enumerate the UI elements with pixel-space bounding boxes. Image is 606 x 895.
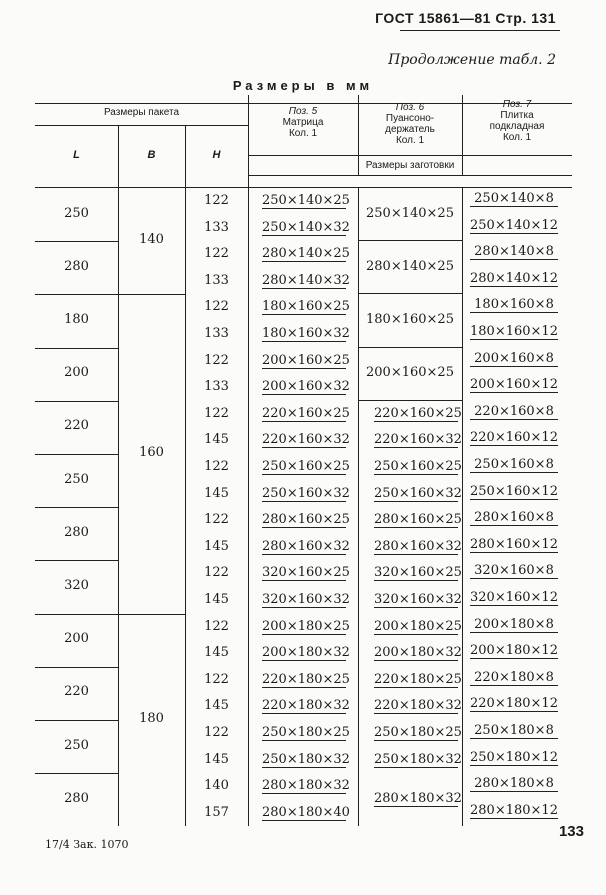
L-value: 180 <box>64 312 89 327</box>
H-value: 145 <box>204 432 229 448</box>
L-value: 280 <box>64 524 89 540</box>
pos6-value: 250×180×32 <box>374 751 462 767</box>
H-value: 157 <box>204 804 229 820</box>
pos7-value: 280×180×12 <box>470 802 558 818</box>
table-rule <box>35 507 118 508</box>
pos5-value: 280×160×25 <box>262 512 350 528</box>
header-pos6-line: Кол. 1 <box>395 135 425 146</box>
pos7-value: 200×180×12 <box>470 643 558 659</box>
units-caption: Размеры в мм <box>232 78 374 93</box>
header-pos6-line: Поз. 6 <box>395 102 425 113</box>
pos5-value: 180×160×25 <box>262 299 350 315</box>
H-value: 122 <box>204 352 229 368</box>
L-value: 200 <box>64 631 89 647</box>
pos7-value: 280×180×8 <box>470 776 558 792</box>
table-rule <box>35 348 118 349</box>
pos7-value: 320×160×12 <box>470 590 558 605</box>
pos5-value: 220×160×25 <box>262 405 350 421</box>
H-value: 122 <box>204 512 229 528</box>
table-rule <box>248 155 572 156</box>
pos7-value: 250×160×8 <box>470 457 558 473</box>
pos6-value: 200×180×25 <box>374 618 462 634</box>
pos5-value: 250×180×32 <box>262 751 350 767</box>
header-pos7-line: Кол. 1 <box>502 132 532 143</box>
pos7-value: 220×180×12 <box>470 696 558 712</box>
table-rule <box>358 293 462 294</box>
pos5-value: 220×160×32 <box>262 432 350 448</box>
H-value: 122 <box>204 299 229 315</box>
pos6-value: 200×180×32 <box>374 645 462 661</box>
page-number: 133 <box>558 823 584 840</box>
H-value: 122 <box>204 671 229 687</box>
pos7-value: 200×160×12 <box>470 377 558 393</box>
pos7-value: 250×160×12 <box>470 483 558 499</box>
pos7-value: 220×160×8 <box>470 404 558 420</box>
pos6-value: 320×160×32 <box>374 592 462 607</box>
table-rule <box>35 241 118 242</box>
pos5-value: 200×180×25 <box>262 618 350 634</box>
pos5-value: 320×160×25 <box>262 565 350 581</box>
table-rule <box>118 294 185 295</box>
table-rule <box>248 187 249 826</box>
table-rule <box>462 187 463 826</box>
pos6-value: 320×160×25 <box>374 565 462 581</box>
H-value: 133 <box>204 219 229 235</box>
L-value: 250 <box>64 205 89 221</box>
pos5-value: 320×160×32 <box>262 592 350 607</box>
L-value: 220 <box>64 684 89 700</box>
header-package-size: Размеры пакета <box>103 107 180 118</box>
pos7-value: 200×160×8 <box>470 351 558 367</box>
table-rule <box>358 347 462 348</box>
pos7-value: 320×160×8 <box>470 563 558 579</box>
header-blank-sizes: Размеры заготовки <box>365 160 455 171</box>
L-value: 220 <box>64 418 89 434</box>
pos7-value: 280×160×12 <box>470 536 558 552</box>
pos5-value: 180×160×32 <box>262 326 350 341</box>
pos6-value: 280×160×32 <box>374 538 462 554</box>
pos7-value: 250×140×8 <box>470 191 558 207</box>
pos6-value: 220×160×32 <box>374 432 462 448</box>
H-value: 145 <box>204 538 229 554</box>
H-value: 122 <box>204 246 229 262</box>
pos6-value: 280×180×32 <box>374 790 462 806</box>
pos7-value: 280×140×12 <box>470 270 558 286</box>
pos5-value: 280×160×32 <box>262 538 350 554</box>
pos6-value: 250×160×25 <box>374 459 462 474</box>
H-value: 133 <box>204 272 229 288</box>
H-value: 133 <box>204 326 229 341</box>
header-pos7-line: Поз. 7 <box>502 99 532 110</box>
L-value: 200 <box>64 365 89 381</box>
pos5-value: 280×140×32 <box>262 272 350 288</box>
pos6-value: 280×140×25 <box>366 258 454 274</box>
page-header: ГОСТ 15861—81 Стр. 131 <box>375 10 556 26</box>
table-rule <box>35 773 118 774</box>
table-continuation-label: Продолжение табл. 2 <box>388 52 556 68</box>
pos6-value: 200×160×25 <box>366 365 454 381</box>
print-order-note: 17/4 Зак. 1070 <box>45 838 129 851</box>
H-value: 145 <box>204 751 229 767</box>
header-pos5-line: Поз. 5 <box>288 106 318 117</box>
H-value: 122 <box>204 405 229 421</box>
H-value: 145 <box>204 485 229 501</box>
L-value: 280 <box>64 790 89 806</box>
H-value: 122 <box>204 618 229 634</box>
table-rule <box>35 401 118 402</box>
header-pos7-line: Плитка <box>500 110 534 121</box>
pos5-value: 200×160×32 <box>262 379 350 395</box>
L-value: 320 <box>64 578 89 593</box>
pos7-value: 280×160×8 <box>470 510 558 526</box>
table-rule <box>118 187 119 826</box>
pos7-value: 220×160×12 <box>470 430 558 446</box>
L-value: 250 <box>64 471 89 487</box>
header-pos7-line: подкладная <box>489 121 545 132</box>
B-value: 140 <box>139 232 164 248</box>
pos5-value: 200×180×32 <box>262 645 350 661</box>
header-pos6-line: держатель <box>385 124 435 135</box>
pos5-value: 200×160×25 <box>262 352 350 368</box>
pos6-value: 250×180×25 <box>374 725 462 740</box>
pos6-value: 250×160×32 <box>374 485 462 501</box>
header-pos5-line: Матрица <box>282 117 324 128</box>
table-rule <box>185 187 186 826</box>
table-rule <box>358 240 462 241</box>
header-pos6-line: Пуансоно- <box>385 113 435 124</box>
table-rule <box>35 454 118 455</box>
table-rule <box>248 175 572 176</box>
table-rule <box>35 125 248 126</box>
pos7-value: 250×180×12 <box>470 749 558 765</box>
H-value: 145 <box>204 592 229 607</box>
pos5-value: 250×160×32 <box>262 485 350 501</box>
header-B: B <box>147 149 156 161</box>
pos5-value: 280×140×25 <box>262 246 350 262</box>
pos5-value: 280×180×32 <box>262 778 350 794</box>
pos7-value: 180×160×8 <box>470 297 558 313</box>
L-value: 280 <box>64 258 89 274</box>
pos7-value: 200×180×8 <box>470 617 558 633</box>
pos6-value: 180×160×25 <box>366 312 454 327</box>
H-value: 122 <box>204 193 229 208</box>
B-value: 180 <box>139 711 164 726</box>
table-rule <box>358 400 462 401</box>
H-value: 122 <box>204 565 229 581</box>
H-value: 122 <box>204 459 229 474</box>
pos7-value: 280×140×8 <box>470 244 558 260</box>
pos6-value: 280×160×25 <box>374 512 462 528</box>
header-pos5-line: Кол. 1 <box>288 128 318 139</box>
pos5-value: 250×180×25 <box>262 725 350 740</box>
pos5-value: 250×160×25 <box>262 459 350 474</box>
H-value: 133 <box>204 379 229 395</box>
B-value: 160 <box>139 445 164 460</box>
pos7-value: 250×180×8 <box>470 723 558 739</box>
table-rule <box>35 294 118 295</box>
header-H: H <box>212 149 221 161</box>
pos7-value: 180×160×12 <box>470 324 558 339</box>
pos7-value: 220×180×8 <box>470 670 558 686</box>
header-L: L <box>73 149 80 161</box>
H-value: 122 <box>204 725 229 740</box>
table-header-rule <box>35 187 572 188</box>
table-rule <box>118 614 185 615</box>
L-value: 250 <box>64 737 89 753</box>
pos6-value: 250×140×25 <box>366 205 454 221</box>
pos5-value: 220×180×32 <box>262 698 350 714</box>
table-rule <box>358 187 359 826</box>
table-rule <box>35 614 118 615</box>
table-rule <box>35 560 118 561</box>
pos6-value: 220×180×25 <box>374 671 462 687</box>
table-rule <box>35 720 118 721</box>
pos6-value: 220×160×25 <box>374 405 462 421</box>
pos5-value: 280×180×40 <box>262 804 350 820</box>
H-value: 140 <box>204 778 229 794</box>
pos7-value: 250×140×12 <box>470 217 558 233</box>
H-value: 145 <box>204 645 229 661</box>
pos6-value: 220×180×32 <box>374 698 462 714</box>
H-value: 145 <box>204 698 229 714</box>
pos5-value: 220×180×25 <box>262 671 350 687</box>
pos5-value: 250×140×32 <box>262 219 350 235</box>
pos5-value: 250×140×25 <box>262 193 350 208</box>
table-rule <box>35 667 118 668</box>
